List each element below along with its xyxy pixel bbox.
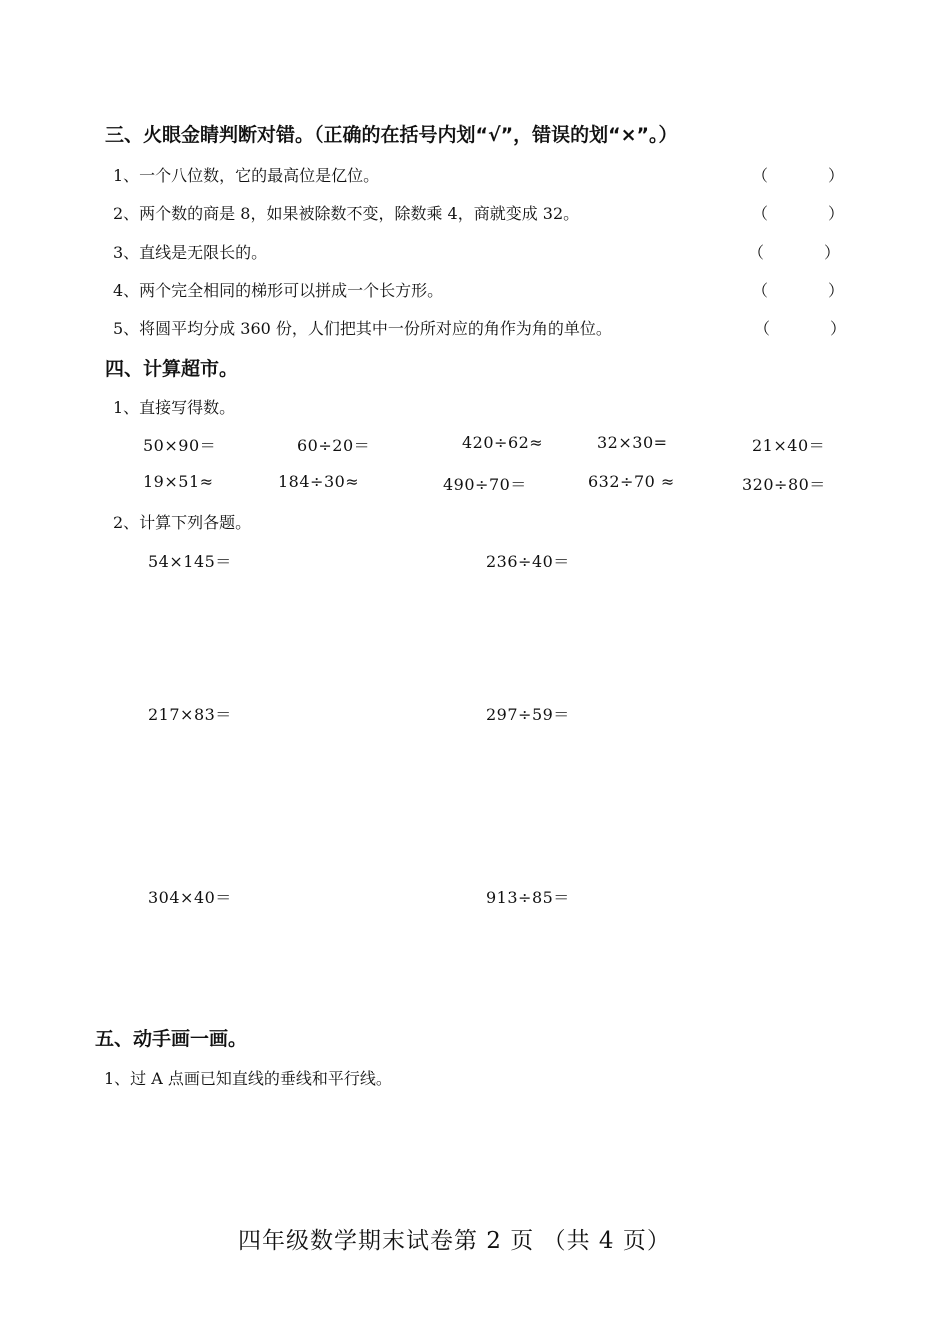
judge-item-4: 4、两个完全相同的梯形可以拼成一个长方形。 (113, 281, 444, 300)
written-problem: 54×145＝ (148, 552, 232, 571)
answer-paren-open-5: （ (754, 319, 771, 338)
written-problem: 297÷59＝ (486, 705, 570, 724)
answer-paren-close-3: ） (824, 243, 841, 262)
oral-problem: 420÷62≈ (462, 433, 544, 452)
written-problem: 913÷85＝ (486, 888, 570, 907)
answer-paren-close-1: ） (828, 166, 845, 185)
oral-problem: 490÷70＝ (443, 475, 527, 494)
judge-item-3: 3、直线是无限长的。 (113, 243, 268, 262)
section5-heading: 五、动手画一画。 (95, 1028, 248, 1050)
oral-problem: 184÷30≈ (278, 472, 360, 491)
written-problem: 304×40＝ (148, 888, 232, 907)
answer-paren-close-2: ） (828, 204, 845, 223)
section5-sub1: 1、过 A 点画已知直线的垂线和平行线。 (104, 1069, 392, 1088)
oral-problem: 19×51≈ (143, 472, 214, 491)
oral-problem: 60÷20＝ (297, 436, 371, 455)
section4-heading: 四、计算超市。 (105, 358, 239, 380)
written-problem: 217×83＝ (148, 705, 232, 724)
section4-sub1: 1、直接写得数。 (113, 398, 236, 417)
oral-problem: 320÷80＝ (742, 475, 826, 494)
section4-sub2: 2、计算下列各题。 (113, 513, 252, 532)
answer-paren-open-4: （ (752, 281, 769, 300)
oral-problem: 21×40＝ (752, 436, 826, 455)
answer-paren-close-5: ） (830, 319, 847, 338)
judge-item-1: 1、一个八位数，它的最高位是亿位。 (113, 166, 380, 185)
judge-item-2: 2、两个数的商是 8，如果被除数不变，除数乘 4，商就变成 32。 (113, 204, 580, 223)
answer-paren-close-4: ） (828, 281, 845, 300)
answer-paren-open-1: （ (752, 166, 769, 185)
judge-item-5: 5、将圆平均分成 360 份，人们把其中一份所对应的角作为角的单位。 (113, 319, 612, 338)
written-problem: 236÷40＝ (486, 552, 570, 571)
page-footer: 四年级数学期末试卷第 2 页 （共 4 页） (238, 1228, 671, 1254)
answer-paren-open-2: （ (752, 204, 769, 223)
oral-problem: 32×30= (597, 433, 668, 452)
answer-paren-open-3: （ (748, 243, 765, 262)
oral-problem: 632÷70 ≈ (588, 472, 675, 491)
section3-heading: 三、火眼金睛判断对错。（正确的在括号内划“√”，错误的划“×”。） (105, 124, 678, 146)
oral-problem: 50×90＝ (143, 436, 217, 455)
